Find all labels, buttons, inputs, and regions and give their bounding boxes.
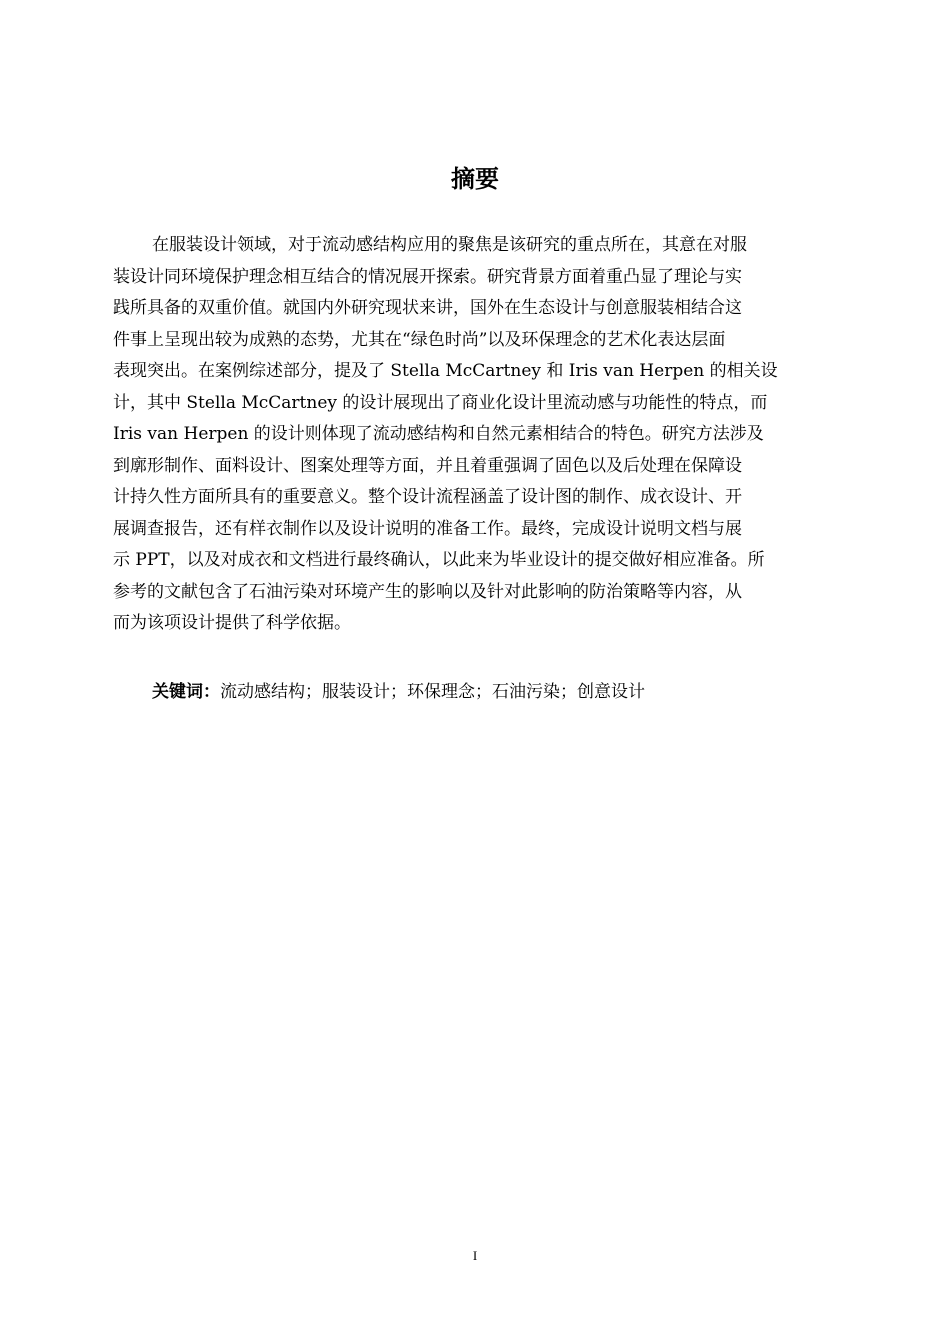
- abstract-line: 展调查报告，还有样衣制作以及设计说明的准备工作。最终，完成设计说明文档与展: [113, 518, 742, 539]
- abstract-body: [113, 230, 837, 640]
- abstract-line: 参考的文献包含了石油污染对环境产生的影响以及针对此影响的防治策略等内容，从: [113, 581, 742, 602]
- abstract-line: 在服装设计领域，对于流动感结构应用的聚焦是该研究的重点所在，其意在对服: [152, 235, 747, 255]
- abstract-line: 践所具备的双重价值。就国内外研究现状来讲，国外在生态设计与创意服装相结合这: [113, 298, 742, 318]
- keywords-label: 关键词：: [152, 682, 220, 702]
- abstract-line: 示 PPT，以及对成衣和文档进行最终确认，以此来为毕业设计的提交做好相应准备。所: [113, 550, 765, 570]
- abstract-line: 计持久性方面所具有的重要意义。整个设计流程涵盖了设计图的制作、成衣设计、开: [113, 487, 742, 507]
- abstract-line: 件事上呈现出较为成熟的态势，尤其在“绿色时尚”以及环保理念的艺术化表达层面: [113, 329, 726, 350]
- abstract-title: 摘要: [451, 165, 499, 193]
- abstract-line: 到廓形制作、面料设计、图案处理等方面，并且着重强调了固色以及后处理在保障设: [113, 455, 742, 476]
- keywords-line: [152, 676, 645, 708]
- abstract-line: 而为该项设计提供了科学依据。: [113, 613, 351, 633]
- page-number: I: [472, 1248, 478, 1263]
- abstract-line: Iris van Herpen 的设计则体现了流动感结构和自然元素相结合的特色。研究方法涉及: [113, 424, 764, 444]
- abstract-line: 装设计同环境保护理念相互结合的情况展开探索。研究背景方面着重凸显了理论与实: [113, 266, 742, 287]
- abstract-line: 计，其中 Stella McCartney 的设计展现出了商业化设计里流动感与功能性的特点，而: [113, 392, 768, 413]
- abstract-line: 表现突出。在案例综述部分，提及了 Stella McCartney 和 Iris van Herpen 的相关设: [113, 361, 778, 381]
- keywords-text: 流动感结构；服装设计；环保理念；石油污染；创意设计: [220, 682, 645, 702]
